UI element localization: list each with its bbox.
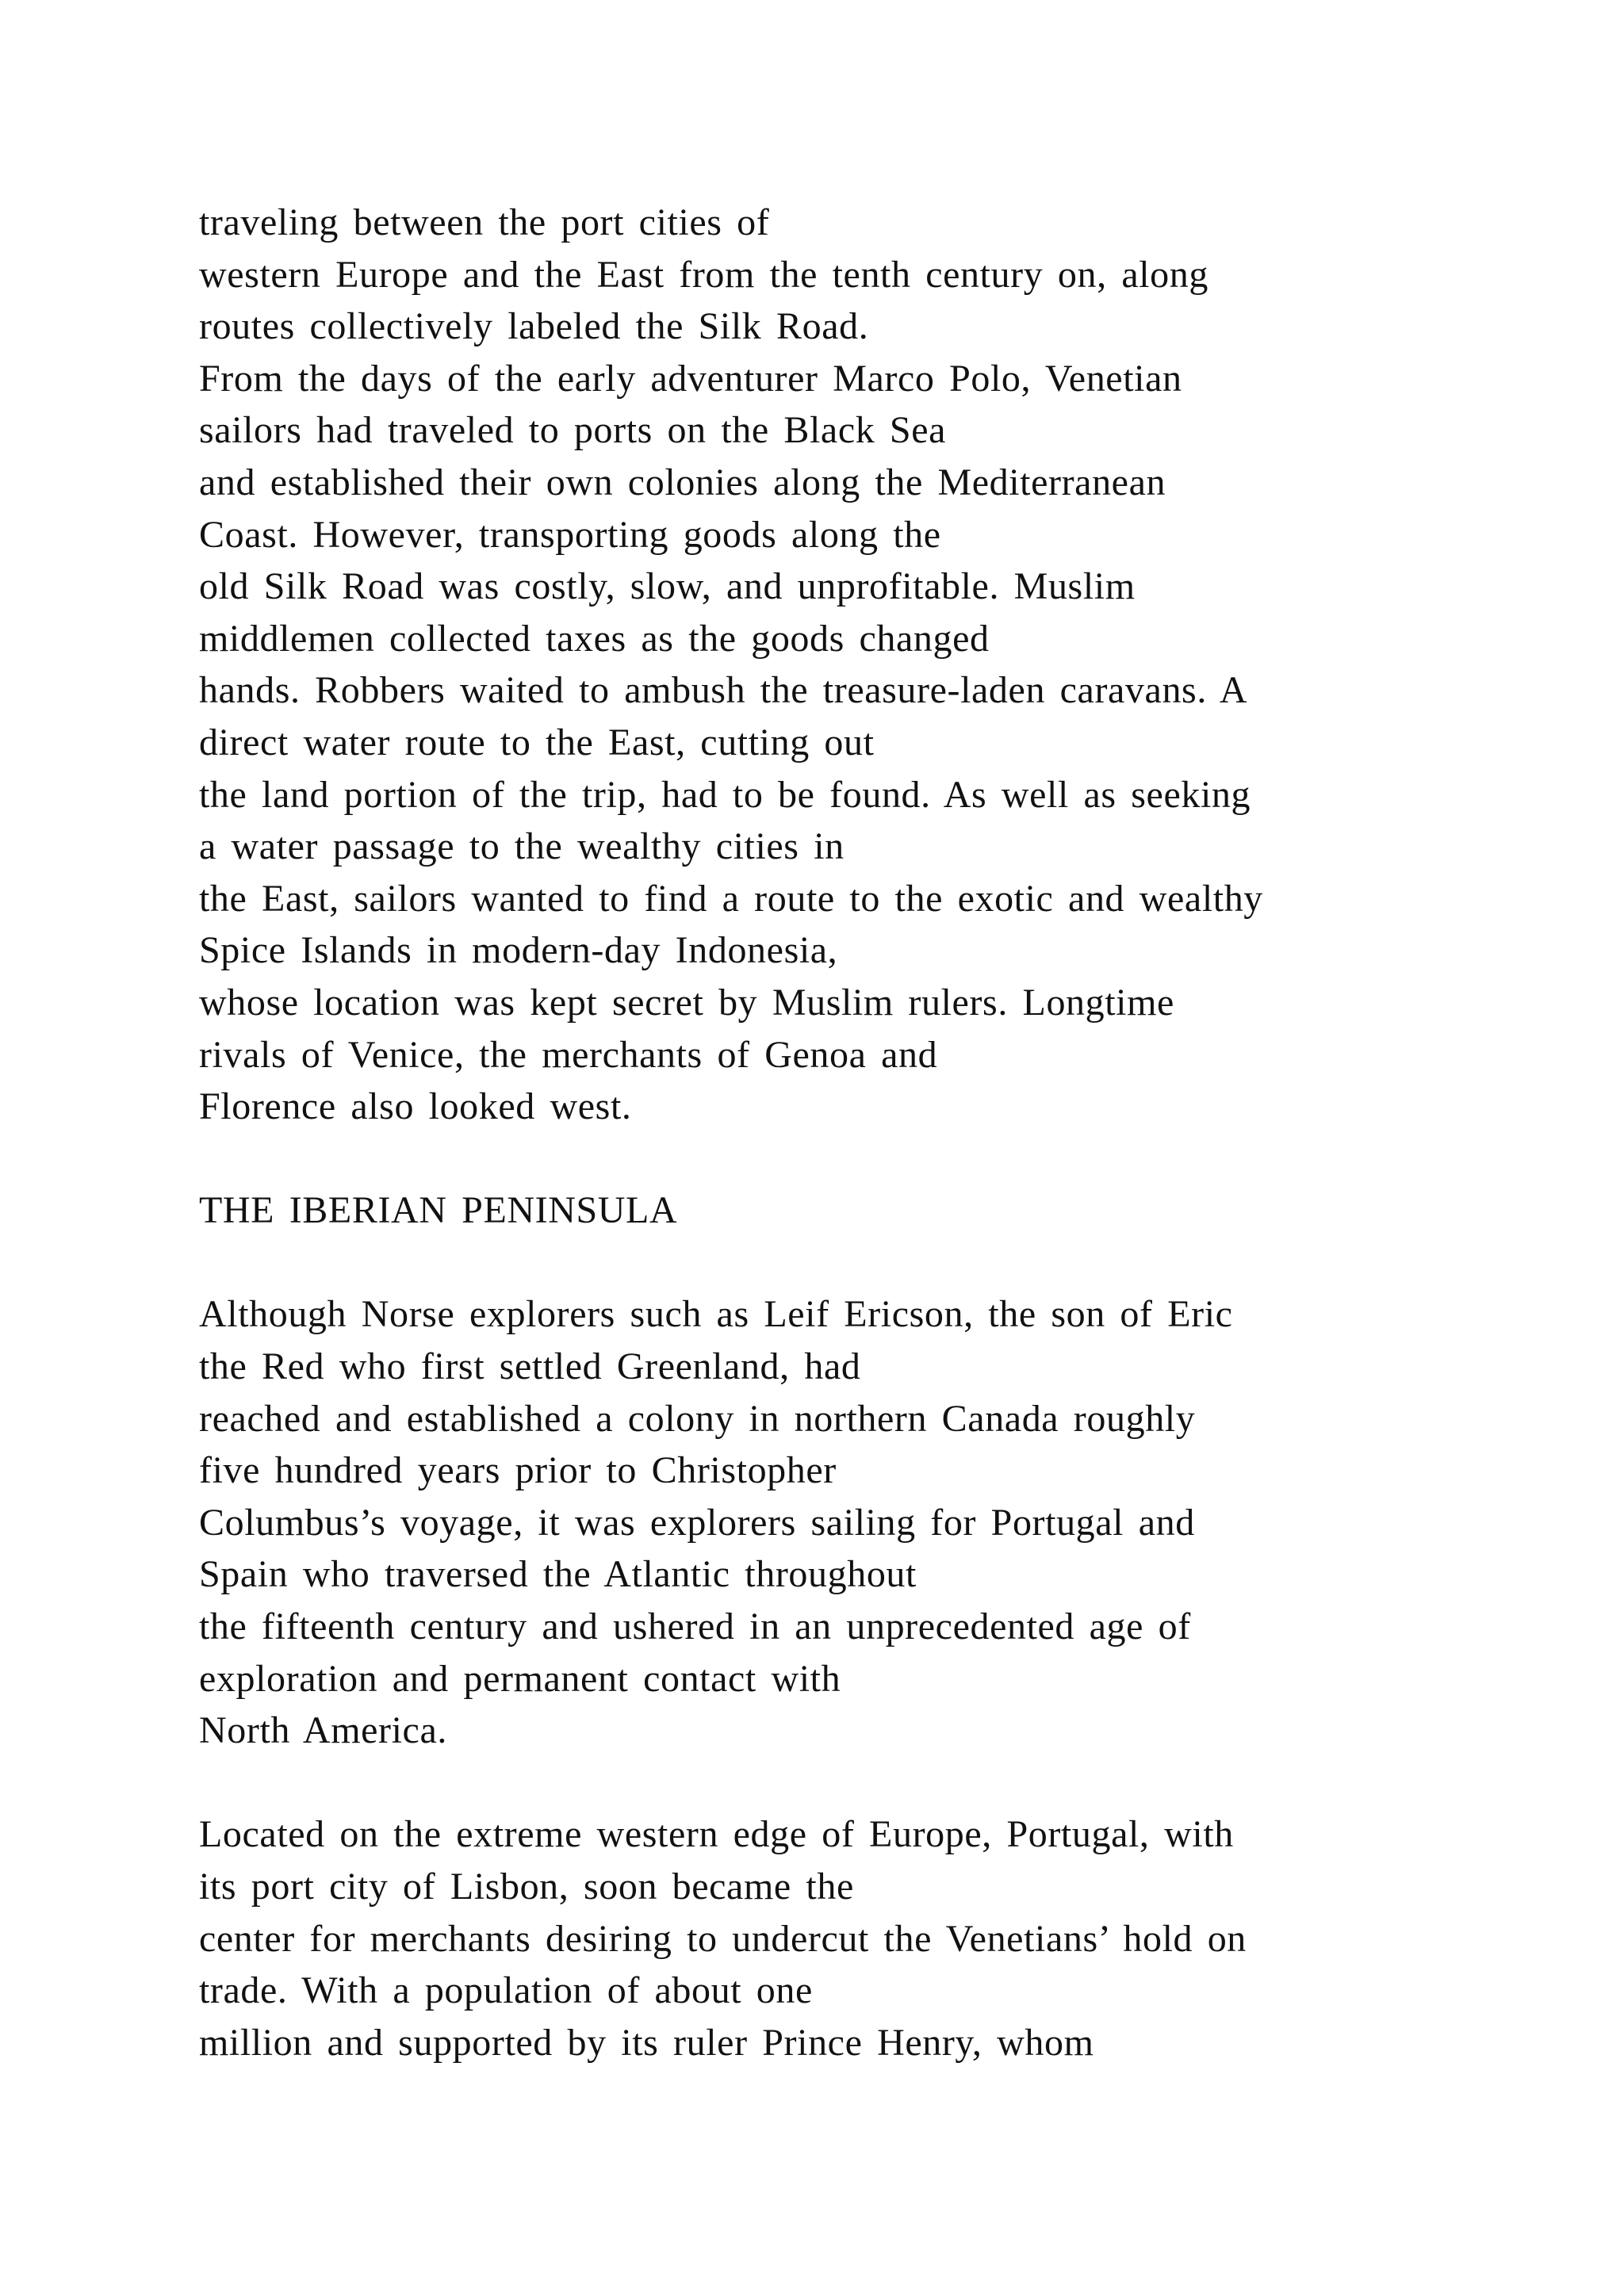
paragraph-gap bbox=[199, 1237, 1531, 1289]
text-line: reached and established a colony in northern Canada roughly bbox=[199, 1397, 1196, 1440]
text-line: rivals of Venice, the merchants of Genoa and bbox=[199, 1033, 938, 1076]
text-line: five hundred years prior to Christopher bbox=[199, 1449, 837, 1492]
text-line: middlemen collected taxes as the goods changed bbox=[199, 617, 990, 660]
text-line: million and supported by its ruler Prince Henry, whom bbox=[199, 2021, 1094, 2064]
paragraph-norse-explorers bbox=[199, 1288, 1531, 1756]
text-line: whose location was kept secret by Muslim rulers. Longtime bbox=[199, 981, 1174, 1024]
text-line: and established their own colonies along the Mediterranean bbox=[199, 461, 1166, 503]
text-line: North America. bbox=[199, 1709, 447, 1752]
text-line: exploration and permanent contact with bbox=[199, 1657, 841, 1700]
text-line: Although Norse explorers such as Leif Ericson, the son of Eric bbox=[199, 1293, 1233, 1336]
paragraph-gap bbox=[199, 1133, 1531, 1185]
text-line: Located on the extreme western edge of Europe, Portugal, with bbox=[199, 1813, 1234, 1856]
text-line: traveling between the port cities of bbox=[199, 201, 770, 243]
text-line: the fifteenth century and ushered in an unprecedented age of bbox=[199, 1605, 1191, 1648]
text-line: sailors had traveled to ports on the Black Sea bbox=[199, 409, 947, 452]
section-heading: THE IBERIAN PENINSULA bbox=[199, 1189, 678, 1232]
text-line: hands. Robbers waited to ambush the treasure-laden caravans. A bbox=[199, 669, 1248, 712]
text-line: its port city of Lisbon, soon became the bbox=[199, 1866, 854, 1908]
text-line: the Red who first settled Greenland, had bbox=[199, 1345, 861, 1388]
text-line: the East, sailors wanted to find a route to the exotic and wealthy bbox=[199, 877, 1263, 920]
text-line: trade. With a population of about one bbox=[199, 1969, 813, 2012]
paragraph-portugal bbox=[199, 1808, 1531, 2068]
text-line: From the days of the early adventurer Marco Polo, Venetian bbox=[199, 357, 1182, 400]
paragraph-silk-road bbox=[199, 197, 1531, 1133]
text-line: Florence also looked west. bbox=[199, 1085, 632, 1128]
text-line: Coast. However, transporting goods along the bbox=[199, 513, 941, 556]
text-line: western Europe and the East from the tenth century on, along bbox=[199, 253, 1208, 296]
text-line: old Silk Road was costly, slow, and unprofitable. Muslim bbox=[199, 565, 1136, 608]
body-text bbox=[199, 197, 1531, 2068]
text-line: Spice Islands in modern-day Indonesia, bbox=[199, 929, 838, 972]
text-line: center for merchants desiring to undercut the Venetians’ hold on bbox=[199, 1917, 1247, 1960]
section-heading-iberian-peninsula bbox=[199, 1184, 1531, 1237]
text-line: a water passage to the wealthy cities in bbox=[199, 825, 845, 868]
text-line: Spain who traversed the Atlantic throughout bbox=[199, 1553, 917, 1596]
text-line: routes collectively labeled the Silk Road. bbox=[199, 305, 869, 348]
paragraph-gap bbox=[199, 1757, 1531, 1809]
text-line: the land portion of the trip, had to be found. As well as seeking bbox=[199, 773, 1251, 816]
text-line: Columbus’s voyage, it was explorers sailing for Portugal and bbox=[199, 1501, 1195, 1544]
text-line: direct water route to the East, cutting out bbox=[199, 721, 875, 763]
